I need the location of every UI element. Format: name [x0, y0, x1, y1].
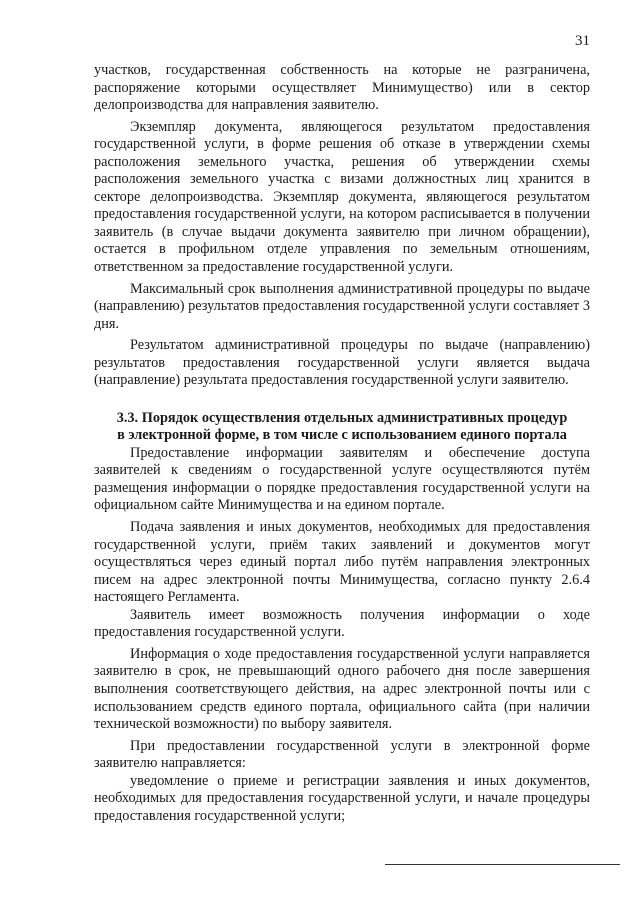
paragraph-procedure-result: Результатом административной процедуры по выдаче (направлению) результатов предоставления государственной услуги является выдача (направление) результата предоставления государственной услуги заявителю.	[94, 337, 590, 389]
paragraph-applicant-info: Заявитель имеет возможность получения информации о ходе предоставления государственной услуги.	[94, 606, 590, 641]
paragraph-application-submission: Подача заявления и иных документов, необходимых для предоставления государственной услуги, приём таких заявлений и документов могут осуществляться через единый портал либо путём направления электронных писем на адрес электронной почты Минимущества, согласно пункту 2.6.4 настоящего Регламента.	[94, 519, 590, 606]
paragraph-progress-info: Информация о ходе предоставления государственной услуги направляется заявителю в срок, не превышающий одного рабочего дня после завершения выполнения соответствующего действия, на адрес электронной почты или с использованием средств единого портала, официального сайта (при наличии технической возможности) по выбору заявителя.	[94, 645, 590, 733]
paragraph-result-copy: Экземпляр документа, являющегося результатом предоставления государственной услуги, в форме решения об отказе в утверждении схемы расположения земельного участка, решения об утверждении схемы расположения земельного участка с визами должностных лиц хранится в секторе делопроизводства. Экземпляр документа, являющегося результатом предоставления государственной услуги, на котором расписывается в получении заявитель (в случае выдачи документа заявителю при личном обращении), остается в профильном отделе управления по земельным отношениям, ответственном за предоставление государственной услуги.	[94, 118, 590, 276]
paragraph-electronic-form: При предоставлении государственной услуги в электронной форме заявителю направляется:	[94, 737, 590, 772]
paragraph-notification: уведомление о приеме и регистрации заявления и иных документов, необходимых для предоставления государственной услуги, и начале процедуры предоставления государственной услуги;	[94, 772, 590, 824]
paragraph-info-provision: Предоставление информации заявителям и обеспечение доступа заявителей к сведениям о государственной услуге осуществляются путём размещения информации о порядке предоставления государственной услуги на официальном сайте Минимущества и на едином портале.	[94, 444, 590, 514]
section-heading: 3.3. Порядок осуществления отдельных административных процедур в электронной форме, в том числе с использованием единого портала	[116, 409, 568, 444]
paragraph-max-term: Максимальный срок выполнения административной процедуры по выдаче (направлению) результатов предоставления государственной услуги составляет 3 дня.	[94, 280, 590, 332]
footer-rule	[385, 864, 620, 865]
document-body	[94, 62, 590, 825]
page-number: 31	[575, 33, 590, 49]
paragraph-continuation: участков, государственная собственность на которые не разграничена, распоряжение которыми осуществляет Минимущество) или в сектор делопроизводства для направления заявителю.	[94, 62, 590, 114]
